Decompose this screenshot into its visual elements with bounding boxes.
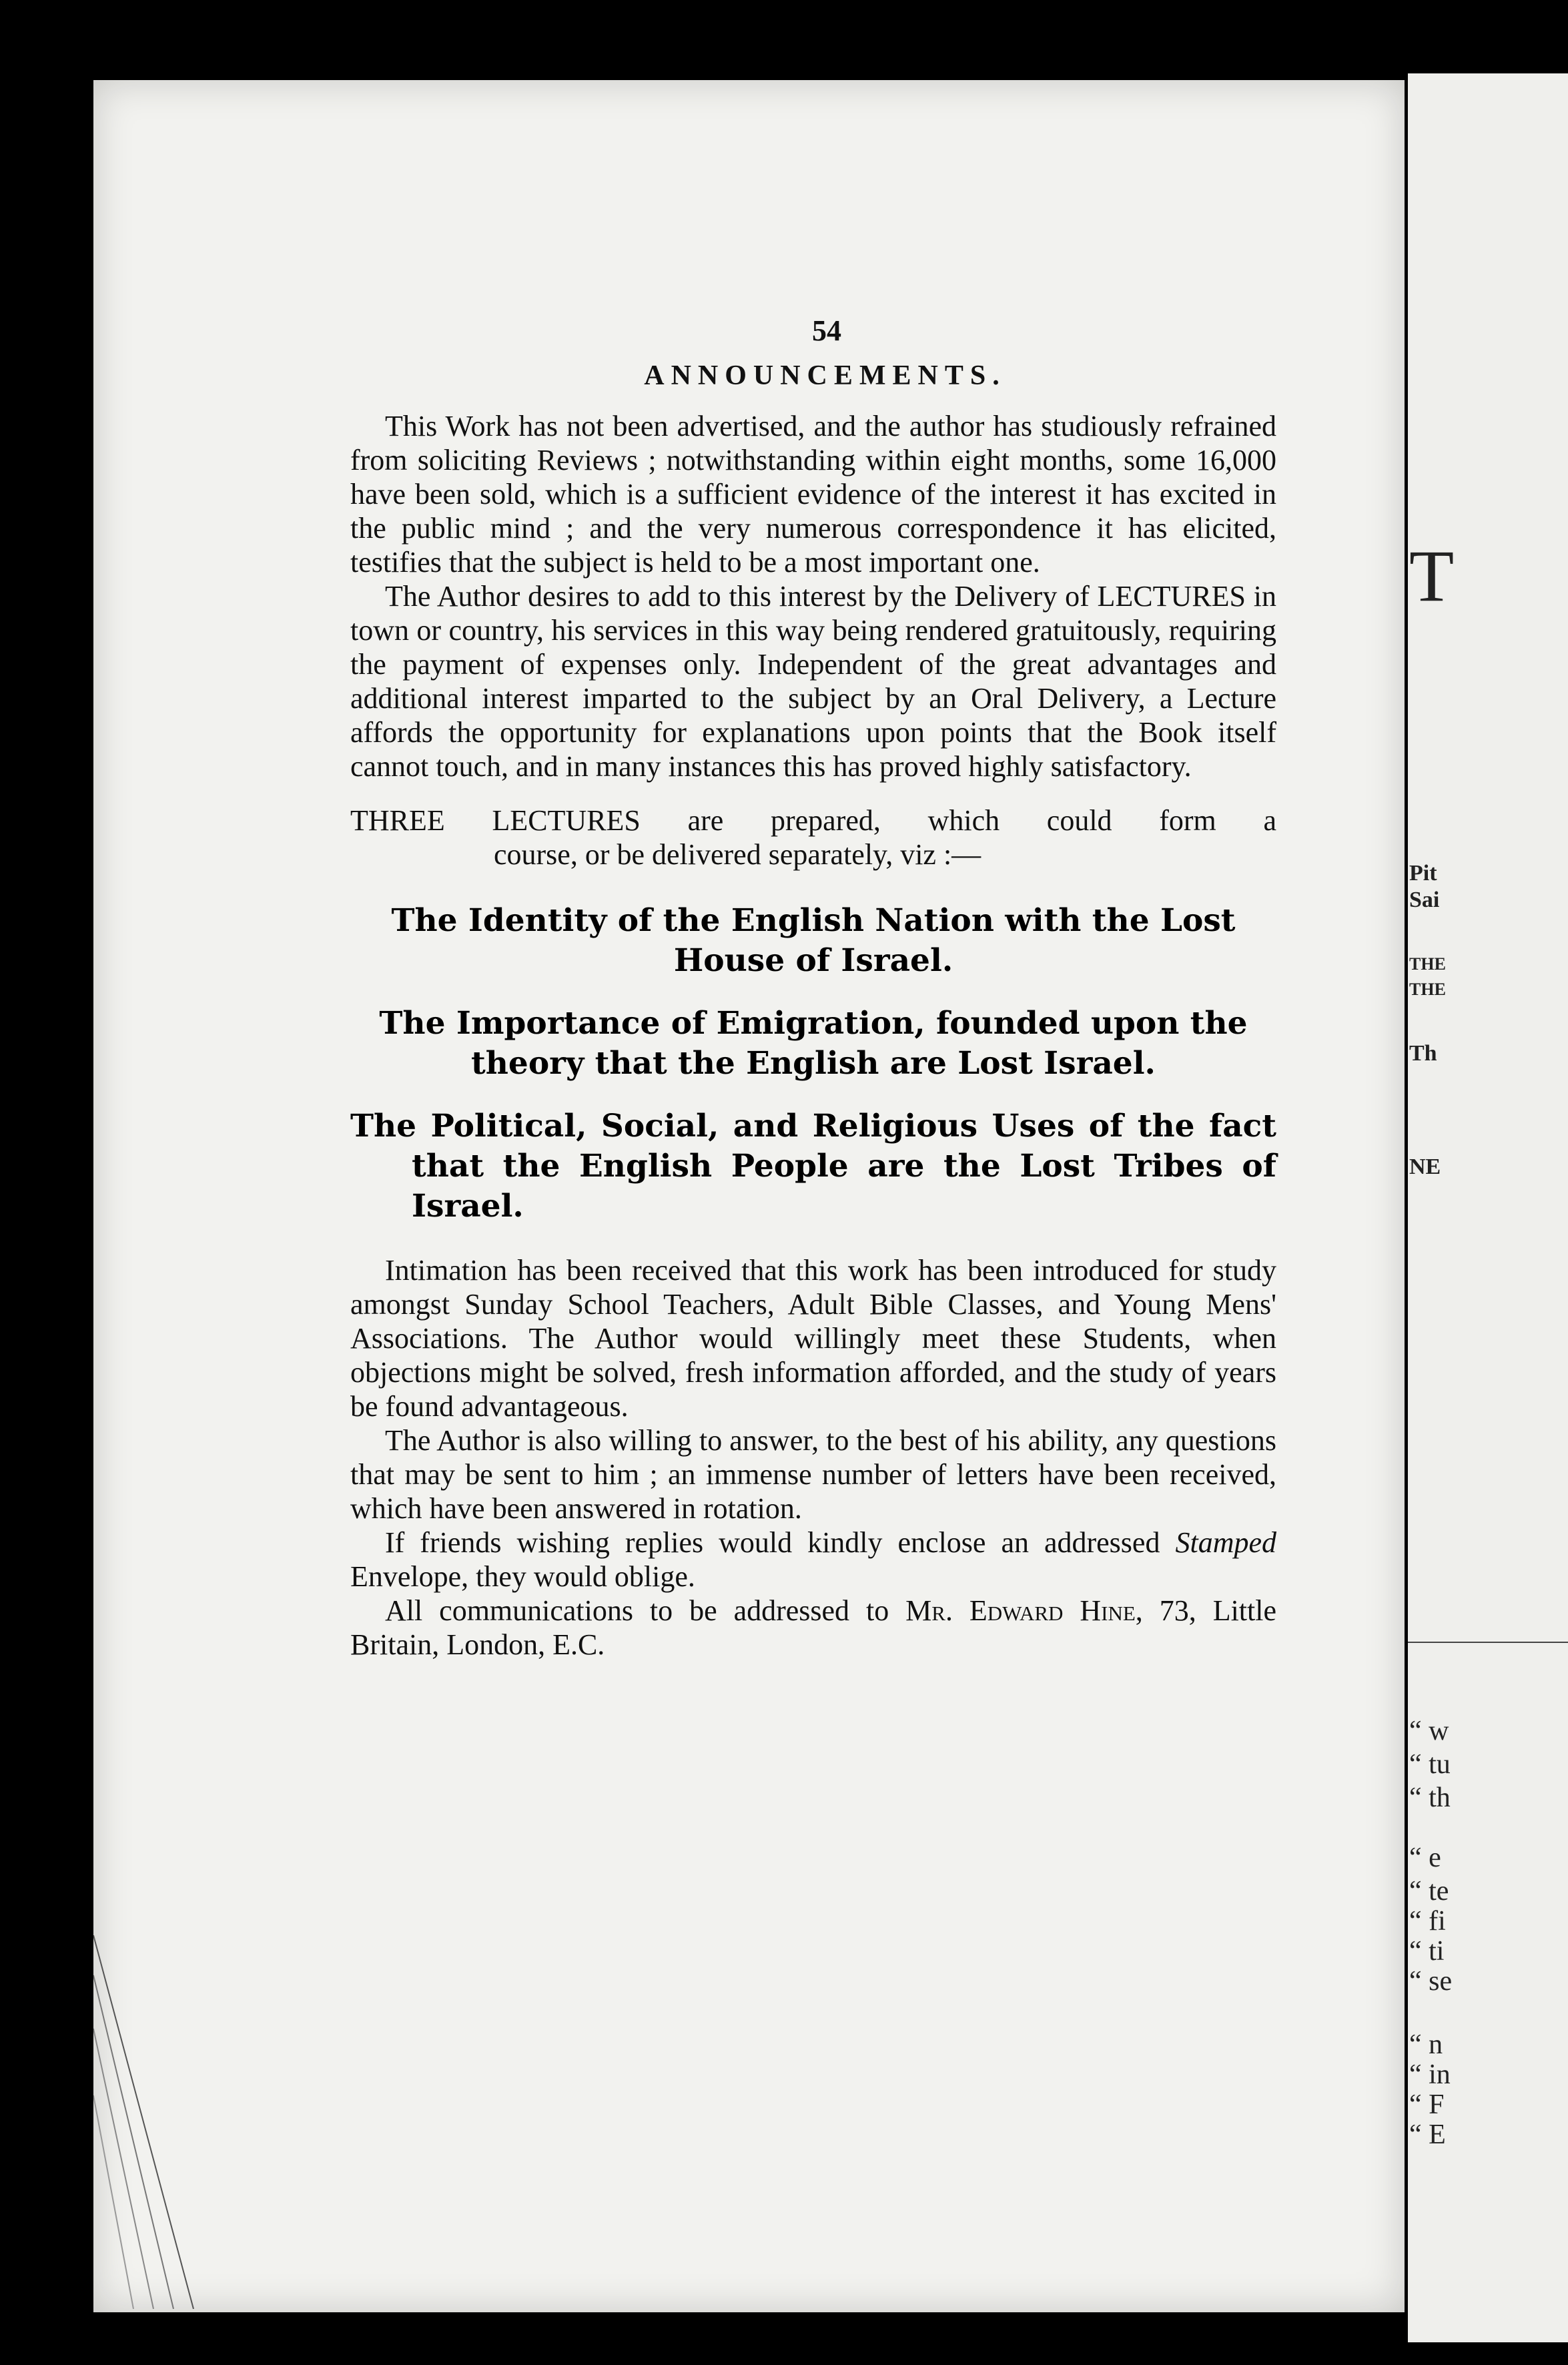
adjacent-fragment: Sai — [1409, 888, 1440, 912]
adjacent-fragment: “ E — [1409, 2119, 1446, 2150]
adjacent-fragment: “ tu — [1409, 1749, 1451, 1780]
paragraph-address — [350, 1594, 1276, 1662]
page-heading: ANNOUNCEMENTS. — [644, 360, 1006, 391]
paragraph-lectures-offer: The Author desires to add to this interest by the Delivery of LECTURES in town or country, his services in this way being rendered gratuitously, requiring the payment of expenses only. Independent of the great advantages and additional interest imparted to the subject by an Oral Delivery, a Lecture affords the opportunity for explanations upon points that the Book itself cannot touch, and in many instances this has proved highly satisfactory. — [350, 580, 1276, 783]
lecture-title: The Political, Social, and Religious Uses of the fact that the English People are the Lost Tribes of Israel. — [350, 1108, 1276, 1225]
page-number: 54 — [812, 314, 841, 347]
adjacent-rule — [1408, 1642, 1568, 1643]
stamped-pre: If friends wishing replies would kindly enclose an addressed — [385, 1526, 1160, 1559]
adjacent-fragment: NE — [1409, 1154, 1441, 1179]
paragraph-intimation: Intimation has been received that this work has been introduced for study amongst Sunday School Teachers, Adult Bible Classes, and Young Mens' Associations. The Author would willingly meet these Students, when objections might be solved, fresh information afforded, and the study of years be found advantageous. — [350, 1254, 1276, 1423]
paragraph-advertised: This Work has not been advertised, and the author has studiously refrained from soliciting Reviews ; notwithstanding within eight months, some 16,000 have been sold, which is a sufficient evidence of the interest it has excited in the public mind ; and the very numerous correspondence it has elicited, testifies that the subject is held to be a most important one. — [350, 410, 1276, 579]
adjacent-fragment: THE — [1409, 954, 1446, 974]
adjacent-fragment: THE — [1409, 980, 1446, 999]
adjacent-fragment: “ w — [1409, 1716, 1449, 1746]
adjacent-fragment: “ fi — [1409, 1906, 1446, 1937]
stamped-post: Envelope, they would oblige. — [350, 1560, 695, 1593]
adjacent-page — [1408, 73, 1568, 2342]
adjacent-fragment: Th — [1409, 1041, 1437, 1066]
adjacent-fragment: “ n — [1409, 2029, 1443, 2060]
author-name: Mr. Edward Hine, — [905, 1594, 1143, 1627]
paragraph-questions: The Author is also willing to answer, to the best of his ability, any questions that may be sent to him ; an immense number of letters have been received, which have been answered in rotation. — [350, 1424, 1276, 1525]
address-post: 73, Little Britain, London, E.C. — [350, 1594, 1277, 1661]
lectures-intro-line2: course, or be delivered separately, viz :— — [494, 838, 982, 871]
adjacent-fragment: “ in — [1409, 2059, 1451, 2090]
adjacent-fragment: T — [1409, 535, 1455, 617]
lecture-title: The Importance of Emigration, founded upon the theory that the English are Lost Israel. — [379, 1005, 1248, 1082]
adjacent-fragment: “ se — [1409, 1966, 1453, 1997]
adjacent-fragment: “ th — [1409, 1782, 1451, 1813]
lecture-title: The Identity of the English Nation with the Lost House of Israel. — [391, 902, 1236, 979]
adjacent-fragment: “ ti — [1409, 1936, 1445, 1967]
address-pre: All communications to be addressed to — [385, 1594, 889, 1627]
lectures-intro-line1: THREE LECTURES are prepared, which could form a — [350, 804, 1276, 837]
adjacent-fragment: “ te — [1409, 1876, 1449, 1907]
adjacent-fragment: “ e — [1409, 1842, 1441, 1873]
adjacent-fragment: Pit — [1409, 861, 1437, 886]
lectures-intro — [350, 803, 1276, 872]
page-content — [350, 314, 1276, 1662]
stamped-word: Stamped — [1175, 1526, 1276, 1559]
adjacent-fragment: “ F — [1409, 2089, 1445, 2120]
page-edge-artifact — [93, 1935, 200, 2309]
paragraph-stamped — [350, 1526, 1276, 1594]
